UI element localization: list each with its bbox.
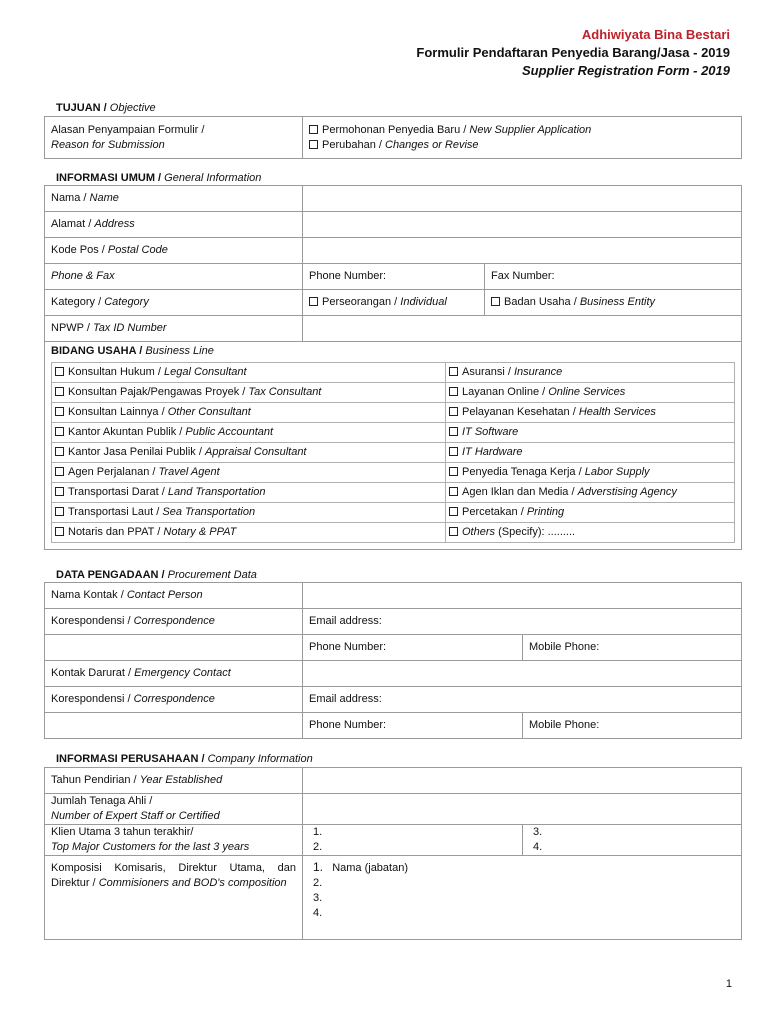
business-line-title: BIDANG USAHA / Business Line bbox=[45, 342, 742, 362]
checkbox-icon[interactable] bbox=[55, 367, 64, 376]
business-line-option[interactable]: IT Hardware bbox=[446, 442, 735, 462]
checkbox-icon[interactable] bbox=[55, 467, 64, 476]
checkbox-icon[interactable] bbox=[309, 297, 318, 306]
business-line-row bbox=[52, 422, 735, 442]
checkbox-icon[interactable] bbox=[449, 447, 458, 456]
year-established-field[interactable] bbox=[303, 768, 742, 794]
emergency-phone-field[interactable]: Phone Number: bbox=[303, 713, 523, 739]
company-table bbox=[44, 767, 742, 940]
business-line-option[interactable]: Penyedia Tenaga Kerja / Labor Supply bbox=[446, 462, 735, 482]
checkbox-icon[interactable] bbox=[309, 140, 318, 149]
checkbox-icon[interactable] bbox=[449, 507, 458, 516]
checkbox-icon[interactable] bbox=[449, 427, 458, 436]
business-line-option[interactable]: Transportasi Darat / Land Transportation bbox=[52, 482, 446, 502]
business-line-option[interactable]: Agen Iklan dan Media / Adverstising Agency bbox=[446, 482, 735, 502]
emergency-contact-field[interactable] bbox=[303, 661, 742, 687]
checkbox-icon[interactable] bbox=[55, 507, 64, 516]
business-line-container bbox=[45, 362, 742, 550]
emergency-email-field[interactable]: Email address: bbox=[303, 687, 742, 713]
business-line-row bbox=[52, 522, 735, 542]
checkbox-icon[interactable] bbox=[449, 487, 458, 496]
reason-options bbox=[303, 117, 742, 159]
section-title-objective: TUJUAN / Objective bbox=[56, 102, 156, 114]
section-title-general: INFORMASI UMUM / General Information bbox=[56, 172, 262, 184]
business-line-option[interactable]: Konsultan Pajak/Pengawas Proyek / Tax Consultant bbox=[52, 382, 446, 402]
mobile-phone-field[interactable]: Mobile Phone: bbox=[523, 635, 742, 661]
empty-label-cell bbox=[45, 713, 303, 739]
business-line-row bbox=[52, 502, 735, 522]
name-label: Nama / Name bbox=[45, 186, 303, 212]
major-clients-left[interactable]: 1. 2. bbox=[303, 825, 523, 856]
business-line-option[interactable]: Notaris dan PPAT / Notary & PPAT bbox=[52, 522, 446, 542]
business-line-option[interactable]: Kantor Akuntan Publik / Public Accountant bbox=[52, 422, 446, 442]
bod-composition-label: Komposisi Komisaris, Direktur Utama, dan Direktur / Commisioners and BOD's composition bbox=[45, 856, 303, 940]
address-field[interactable] bbox=[303, 212, 742, 238]
postal-code-label: Kode Pos / Postal Code bbox=[45, 238, 303, 264]
expert-staff-label: Jumlah Tenaga Ahli / Number of Expert Staff or Certified bbox=[45, 794, 303, 825]
option-business-entity[interactable]: Badan Usaha / Business Entity bbox=[485, 290, 742, 316]
bod-composition-field[interactable]: 1. Nama (jabatan) 2. 3. 4. bbox=[303, 856, 742, 940]
organization-name: Adhiwiyata Bina Bestari bbox=[581, 27, 730, 42]
business-line-option[interactable]: Konsultan Lainnya / Other Consultant bbox=[52, 402, 446, 422]
option-changes[interactable]: Perubahan / Changes or Revise bbox=[309, 138, 735, 153]
procurement-table bbox=[44, 582, 742, 739]
checkbox-icon[interactable] bbox=[309, 125, 318, 134]
business-line-option[interactable]: Konsultan Hukum / Legal Consultant bbox=[52, 362, 446, 382]
business-line-option[interactable]: Transportasi Laut / Sea Transportation bbox=[52, 502, 446, 522]
business-line-table bbox=[51, 362, 735, 543]
business-line-option[interactable]: Agen Perjalanan / Travel Agent bbox=[52, 462, 446, 482]
form-subtitle: Supplier Registration Form - 2019 bbox=[521, 63, 730, 78]
major-clients-label: Klien Utama 3 tahun terakhir/ Top Major Customers for the last 3 years bbox=[45, 825, 303, 856]
checkbox-icon[interactable] bbox=[449, 367, 458, 376]
category-label: Kategory / Category bbox=[45, 290, 303, 316]
npwp-label: NPWP / Tax ID Number bbox=[45, 316, 303, 342]
fax-number-field[interactable]: Fax Number: bbox=[485, 264, 742, 290]
checkbox-icon[interactable] bbox=[491, 297, 500, 306]
business-line-option[interactable]: Pelayanan Kesehatan / Health Services bbox=[446, 402, 735, 422]
checkbox-icon[interactable] bbox=[55, 407, 64, 416]
general-info-table bbox=[44, 185, 742, 550]
expert-staff-field[interactable] bbox=[303, 794, 742, 825]
checkbox-icon[interactable] bbox=[55, 487, 64, 496]
correspondence-label: Korespondensi / Correspondence bbox=[45, 687, 303, 713]
checkbox-icon[interactable] bbox=[449, 407, 458, 416]
checkbox-icon[interactable] bbox=[449, 387, 458, 396]
objective-table bbox=[44, 116, 742, 159]
business-line-row bbox=[52, 382, 735, 402]
address-label: Alamat / Address bbox=[45, 212, 303, 238]
page-number: 1 bbox=[725, 978, 732, 990]
phone-number-field[interactable]: Phone Number: bbox=[303, 264, 485, 290]
business-line-option[interactable]: Others (Specify): ......... bbox=[446, 522, 735, 542]
phone-fax-label: Phone & Fax bbox=[45, 264, 303, 290]
emergency-contact-label: Kontak Darurat / Emergency Contact bbox=[45, 661, 303, 687]
checkbox-icon[interactable] bbox=[449, 527, 458, 536]
business-line-row bbox=[52, 442, 735, 462]
email-field[interactable]: Email address: bbox=[303, 609, 742, 635]
option-individual[interactable]: Perseorangan / Individual bbox=[303, 290, 485, 316]
phone-number-field[interactable]: Phone Number: bbox=[303, 635, 523, 661]
correspondence-label: Korespondensi / Correspondence bbox=[45, 609, 303, 635]
business-line-row bbox=[52, 482, 735, 502]
contact-person-field[interactable] bbox=[303, 583, 742, 609]
business-line-option[interactable]: Percetakan / Printing bbox=[446, 502, 735, 522]
checkbox-icon[interactable] bbox=[55, 427, 64, 436]
year-established-label: Tahun Pendirian / Year Established bbox=[45, 768, 303, 794]
business-line-option[interactable]: Layanan Online / Online Services bbox=[446, 382, 735, 402]
section-title-procurement: DATA PENGADAAN / Procurement Data bbox=[56, 569, 257, 581]
checkbox-icon[interactable] bbox=[449, 467, 458, 476]
postal-code-field[interactable] bbox=[303, 238, 742, 264]
business-line-option[interactable]: IT Software bbox=[446, 422, 735, 442]
form-header bbox=[416, 26, 730, 80]
empty-label-cell bbox=[45, 635, 303, 661]
option-new-supplier[interactable]: Permohonan Penyedia Baru / New Supplier Application bbox=[309, 123, 735, 138]
checkbox-icon[interactable] bbox=[55, 527, 64, 536]
business-line-row bbox=[52, 402, 735, 422]
reason-label: Alasan Penyampaian Formulir / Reason for Submission bbox=[45, 117, 303, 159]
major-clients-right[interactable]: 3. 4. bbox=[523, 825, 742, 856]
section-title-company: INFORMASI PERUSAHAAN / Company Information bbox=[56, 753, 313, 765]
contact-person-label: Nama Kontak / Contact Person bbox=[45, 583, 303, 609]
name-field[interactable] bbox=[303, 186, 742, 212]
npwp-field[interactable] bbox=[303, 316, 742, 342]
emergency-mobile-field[interactable]: Mobile Phone: bbox=[523, 713, 742, 739]
form-title: Formulir Pendaftaran Penyedia Barang/Jasa - 2019 bbox=[416, 45, 730, 60]
business-line-row bbox=[52, 462, 735, 482]
business-line-option[interactable]: Asuransi / Insurance bbox=[446, 362, 735, 382]
business-line-option[interactable]: Kantor Jasa Penilai Publik / Appraisal Consultant bbox=[52, 442, 446, 462]
checkbox-icon[interactable] bbox=[55, 387, 64, 396]
business-line-row bbox=[52, 362, 735, 382]
checkbox-icon[interactable] bbox=[55, 447, 64, 456]
